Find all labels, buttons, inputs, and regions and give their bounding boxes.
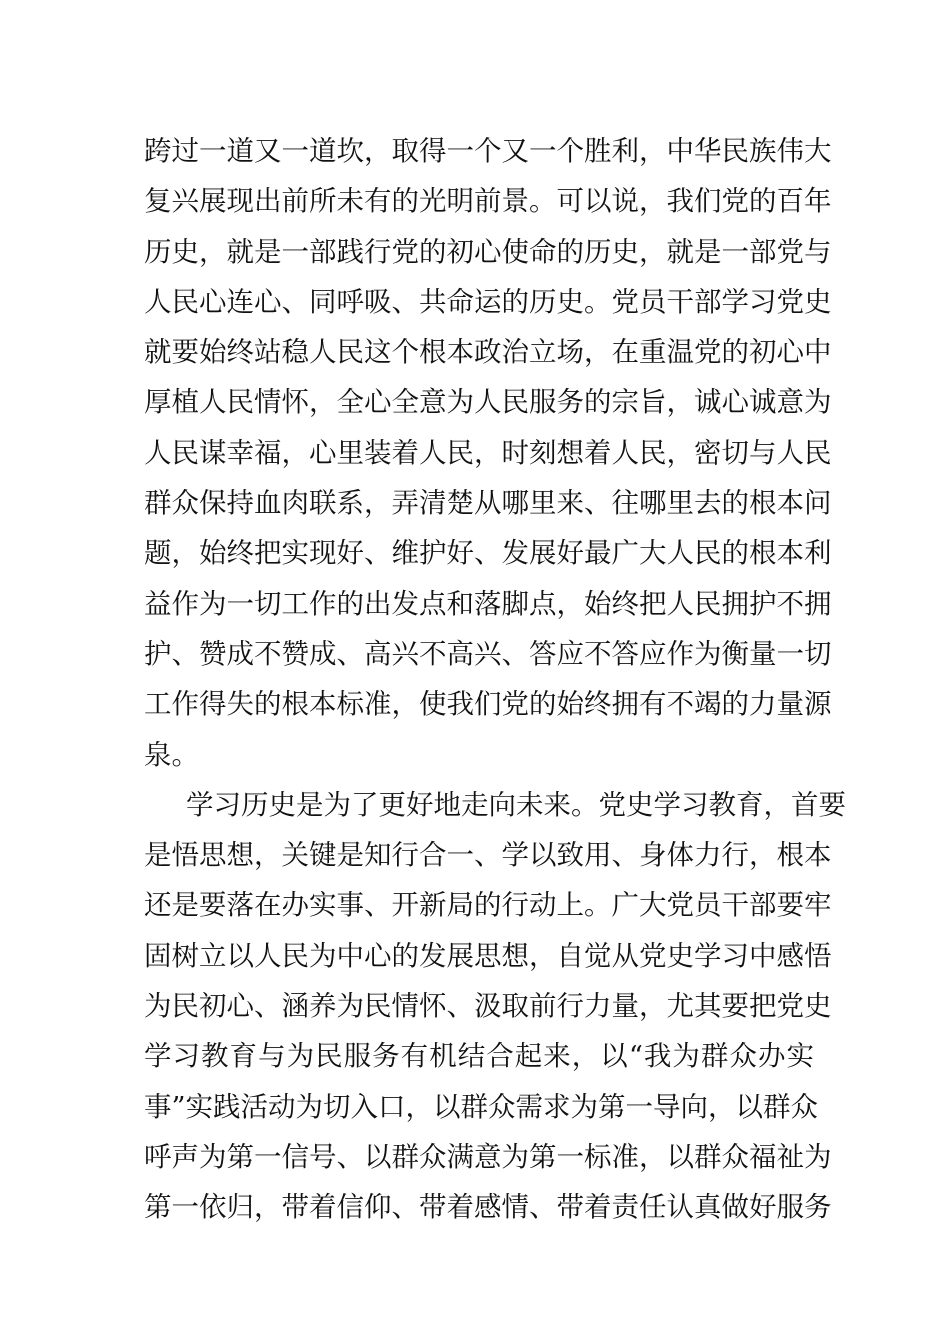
text-line: 护、赞成不赞成、高兴不高兴、答应不答应作为衡量一切 — [144, 637, 832, 670]
text-line: 跨过一道又一道坎，取得一个又一个胜利，中华民族伟大 — [144, 135, 832, 167]
text-line: 固树立以人民为中心的发展思想，自觉从党史学习中感悟 — [144, 939, 832, 972]
text-line: 历史，就是一部践行党的初心使命的历史，就是一部党与 — [144, 235, 832, 268]
text-line: 事”实践活动为切入口，以群众需求为第一导向，以群众 — [144, 1090, 819, 1123]
text-line: 呼声为第一信号、以群众满意为第一标准，以群众福祉为 — [144, 1140, 832, 1173]
text-line: 是悟思想，关键是知行合一、学以致用、身体力行，根本 — [144, 839, 832, 872]
text-line: 工作得失的根本标准，使我们党的始终拥有不竭的力量源 — [144, 688, 832, 721]
text-line: 厚植人民情怀，全心全意为人民服务的宗旨，诚心诚意为 — [144, 386, 832, 419]
text-line: 复兴展现出前所未有的光明前景。可以说，我们党的百年 — [144, 185, 832, 218]
text-line: 学习历史是为了更好地走向未来。党史学习教育，首要 — [186, 788, 846, 821]
text-line: 第一依归，带着信仰、带着感情、带着责任认真做好服务 — [144, 1191, 832, 1224]
paragraph — [144, 126, 832, 780]
text-line: 人民心连心、同呼吸、共命运的历史。党员干部学习党史 — [144, 285, 832, 318]
text-line: 学习教育与为民服务有机结合起来，以“我为群众办实 — [144, 1040, 814, 1073]
text-line: 为民初心、涵养为民情怀、汲取前行力量，尤其要把党史 — [144, 990, 832, 1023]
text-line: 就要始终站稳人民这个根本政治立场，在重温党的初心中 — [144, 336, 832, 369]
paragraph — [144, 780, 846, 1233]
text-line: 人民谋幸福，心里装着人民，时刻想着人民，密切与人民 — [144, 436, 832, 469]
text-line: 益作为一切工作的出发点和落脚点，始终把人民拥护不拥 — [144, 587, 832, 620]
document-body — [144, 126, 846, 1233]
text-line: 泉。 — [144, 738, 199, 771]
text-line: 题，始终把实现好、维护好、发展好最广大人民的根本利 — [144, 537, 832, 570]
text-line: 还是要落在办实事、开新局的行动上。广大党员干部要牢 — [144, 889, 832, 922]
text-line: 群众保持血肉联系，弄清楚从哪里来、往哪里去的根本问 — [144, 487, 832, 520]
